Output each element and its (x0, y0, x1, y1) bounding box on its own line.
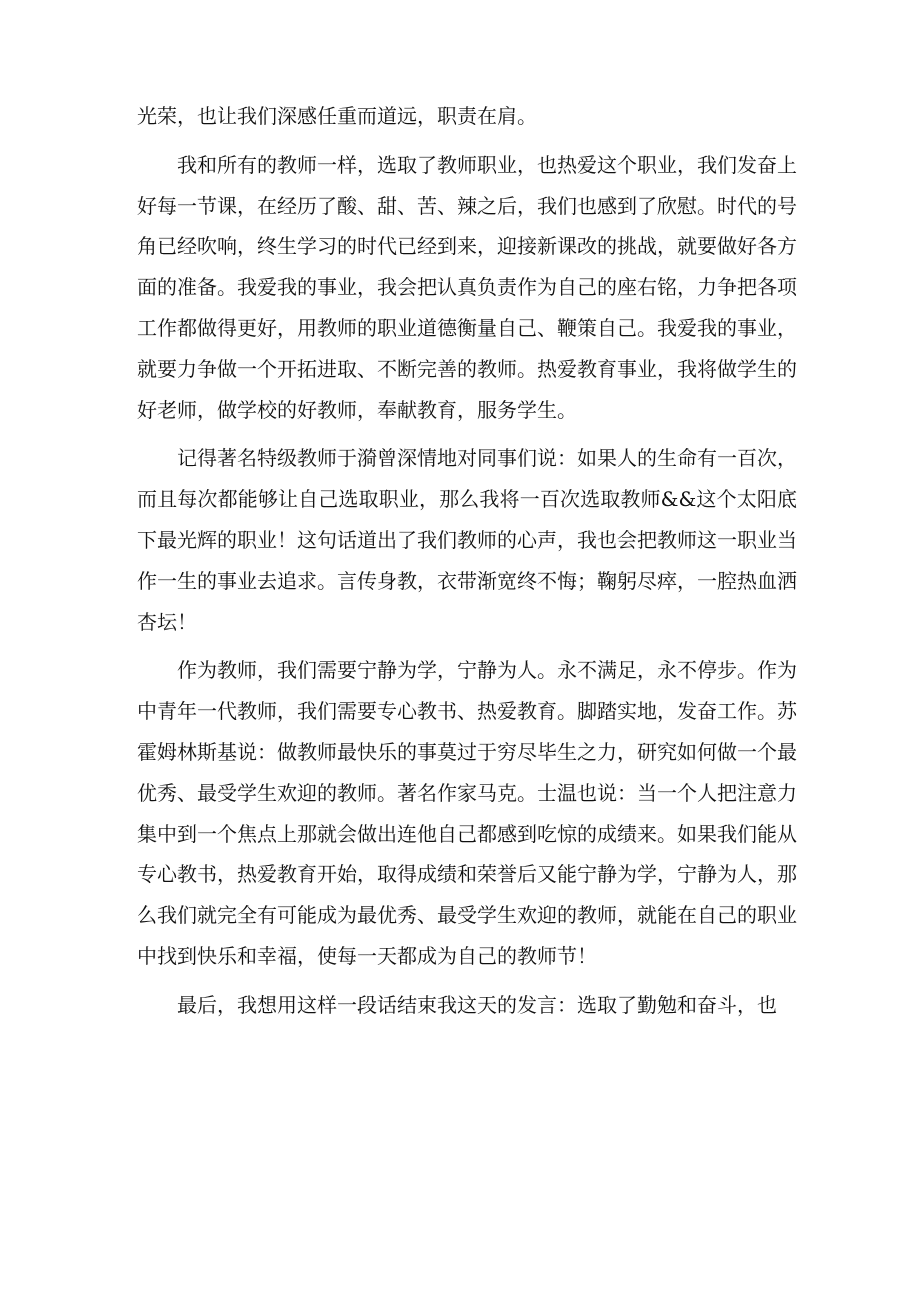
paragraph-3: 记得著名特级教师于漪曾深情地对同事们说：如果人的生命有一百次，而且每次都能够让自己选取职业，那么我将一百次选取教师&&这个太阳底下最光辉的职业！这句话道出了我们教师的心声，我也会把教师这一职业当作一生的事业去追求。言传身教，衣带渐宽终不悔；鞠躬尽瘁，一腔热血洒杏坛！ (137, 446, 797, 634)
paragraph-2: 我和所有的教师一样，选取了教师职业，也热爱这个职业，我们发奋上好每一节课，在经历了酸、甜、苦、辣之后，我们也感到了欣慰。时代的号角已经吹响，终生学习的时代已经到来，迎接新课改的挑战，就要做好各方面的准备。我爱我的事业，我会把认真负责作为自己的座右铭，力争把各项工作都做得更好，用教师的职业道德衡量自己、鞭策自己。我爱我的事业，就要力争做一个开拓进取、不断完善的教师。热爱教育事业，我将做学生的好老师，做学校的好教师，奉献教育，服务学生。 (137, 152, 797, 422)
paragraph-5: 最后，我想用这样一段话结束我这天的发言：选取了勤勉和奋斗，也 (177, 992, 777, 1017)
document-body (137, 96, 797, 1026)
paragraph-1: 光荣，也让我们深感任重而道远，职责在肩。 (137, 104, 537, 128)
paragraph-4: 作为教师，我们需要宁静为学，宁静为人。永不满足，永不停步。作为中青年一代教师，我们需要专心教书、热爱教育。脚踏实地，发奋工作。苏霍姆林斯基说：做教师最快乐的事莫过于穷尽毕生之力，研究如何做一个最优秀、最受学生欢迎的教师。著名作家马克。士温也说：当一个人把注意力集中到一个焦点上那就会做出连他自己都感到吃惊的成绩来。如果我们能从专心教书，热爱教育开始，取得成绩和荣誉后又能宁静为学，宁静为人，那么我们就完全有可能成为最优秀、最受学生欢迎的教师，就能在自己的职业中找到快乐和幸福，使每一天都成为自己的教师节！ (137, 658, 797, 968)
